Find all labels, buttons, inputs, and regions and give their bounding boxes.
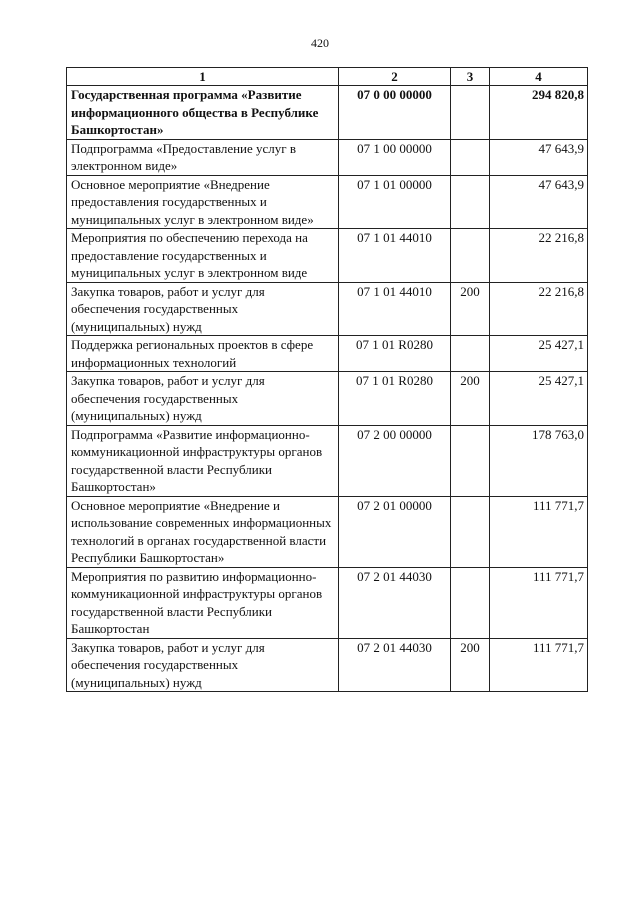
row-amount-cell: 111 771,7 xyxy=(490,496,588,567)
row-name-cell: Основное мероприятие «Внедрение и использование современных информационных технологий в органах государственной власти Республики Башкортостан» xyxy=(67,496,339,567)
row-type-cell: 200 xyxy=(451,372,490,426)
row-name-cell: Закупка товаров, работ и услуг для обеспечения государственных (муниципальных) нужд xyxy=(67,282,339,336)
row-name-cell: Мероприятия по развитию информационно-коммуникационной инфраструктуры органов государственной власти Республики Башкортостан xyxy=(67,567,339,638)
table-row xyxy=(67,496,588,567)
row-amount-cell: 25 427,1 xyxy=(490,336,588,372)
table-row xyxy=(67,86,588,140)
row-type-cell xyxy=(451,86,490,140)
column-header-2: 2 xyxy=(339,68,451,86)
row-type-cell xyxy=(451,139,490,175)
row-name-cell: Поддержка региональных проектов в сфере информационных технологий xyxy=(67,336,339,372)
row-code-cell: 07 2 00 00000 xyxy=(339,425,451,496)
row-type-cell: 200 xyxy=(451,638,490,692)
row-amount-cell: 111 771,7 xyxy=(490,567,588,638)
row-amount-cell: 22 216,8 xyxy=(490,282,588,336)
table-body xyxy=(67,86,588,692)
row-code-cell: 07 2 01 00000 xyxy=(339,496,451,567)
row-code-cell: 07 1 00 00000 xyxy=(339,139,451,175)
row-amount-cell: 22 216,8 xyxy=(490,229,588,283)
row-type-cell xyxy=(451,567,490,638)
row-type-cell: 200 xyxy=(451,282,490,336)
row-code-cell: 07 0 00 00000 xyxy=(339,86,451,140)
table-row xyxy=(67,282,588,336)
table-row xyxy=(67,372,588,426)
row-code-cell: 07 2 01 44030 xyxy=(339,638,451,692)
table-row xyxy=(67,638,588,692)
row-amount-cell: 178 763,0 xyxy=(490,425,588,496)
row-amount-cell: 47 643,9 xyxy=(490,139,588,175)
column-header-4: 4 xyxy=(490,68,588,86)
row-name-cell: Основное мероприятие «Внедрение предоставления государственных и муниципальных услуг в электронном виде» xyxy=(67,175,339,229)
column-header-1: 1 xyxy=(67,68,339,86)
page-number: 420 xyxy=(311,36,329,50)
row-type-cell xyxy=(451,229,490,283)
table-row xyxy=(67,336,588,372)
row-type-cell xyxy=(451,425,490,496)
table-header-row xyxy=(67,68,588,86)
row-amount-cell: 294 820,8 xyxy=(490,86,588,140)
row-code-cell: 07 1 01 44010 xyxy=(339,229,451,283)
column-header-3: 3 xyxy=(451,68,490,86)
row-name-cell: Подпрограмма «Развитие информационно-коммуникационной инфраструктуры органов государственной власти Республики Башкортостан» xyxy=(67,425,339,496)
row-code-cell: 07 1 01 R0280 xyxy=(339,336,451,372)
row-name-cell: Закупка товаров, работ и услуг для обеспечения государственных (муниципальных) нужд xyxy=(67,638,339,692)
row-amount-cell: 25 427,1 xyxy=(490,372,588,426)
table-row xyxy=(67,175,588,229)
row-type-cell xyxy=(451,175,490,229)
budget-table xyxy=(66,67,588,692)
row-name-cell: Мероприятия по обеспечению перехода на предоставление государственных и муниципальных услуг в электронном виде xyxy=(67,229,339,283)
table-row xyxy=(67,567,588,638)
row-type-cell xyxy=(451,336,490,372)
row-code-cell: 07 1 01 44010 xyxy=(339,282,451,336)
row-type-cell xyxy=(451,496,490,567)
table-row xyxy=(67,229,588,283)
row-code-cell: 07 1 01 R0280 xyxy=(339,372,451,426)
row-code-cell: 07 1 01 00000 xyxy=(339,175,451,229)
row-amount-cell: 111 771,7 xyxy=(490,638,588,692)
row-amount-cell: 47 643,9 xyxy=(490,175,588,229)
row-name-cell: Государственная программа «Развитие информационного общества в Республике Башкортостан» xyxy=(67,86,339,140)
table-row xyxy=(67,139,588,175)
row-name-cell: Подпрограмма «Предоставление услуг в электронном виде» xyxy=(67,139,339,175)
row-name-cell: Закупка товаров, работ и услуг для обеспечения государственных (муниципальных) нужд xyxy=(67,372,339,426)
row-code-cell: 07 2 01 44030 xyxy=(339,567,451,638)
table-row xyxy=(67,425,588,496)
